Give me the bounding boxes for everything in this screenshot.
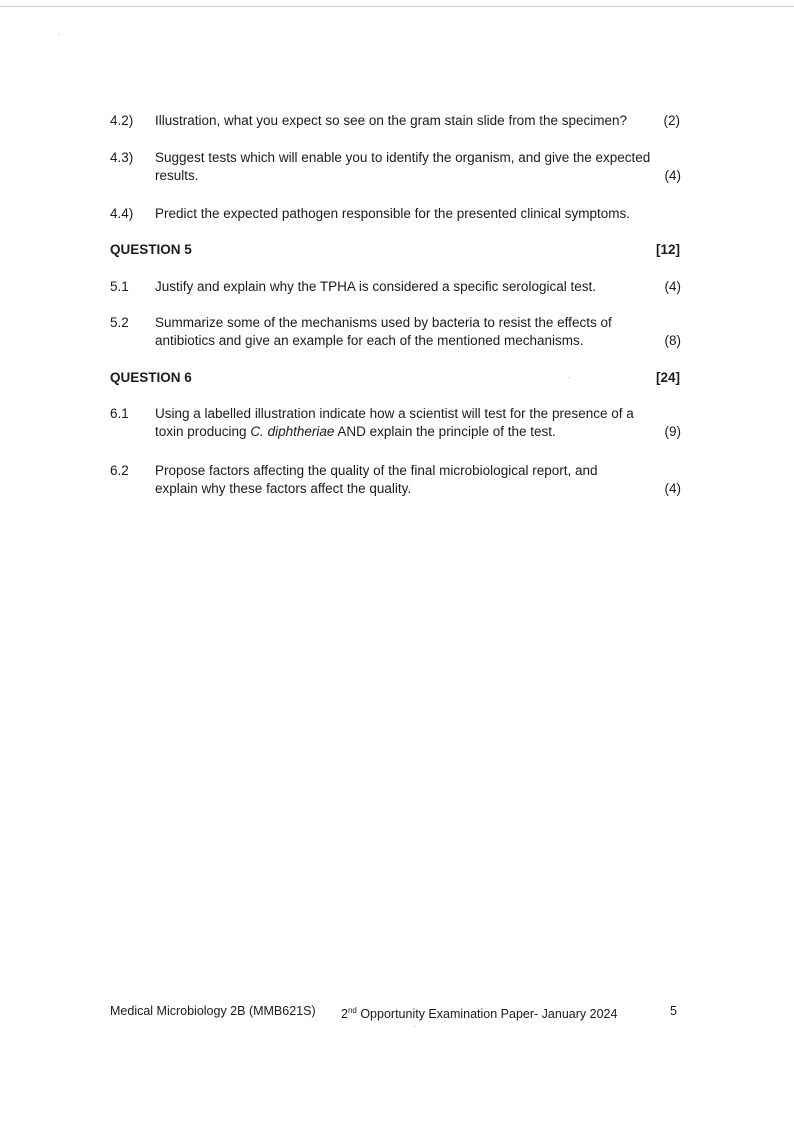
item-text: Justify and explain why the TPHA is considered a specific serological test. — [155, 279, 596, 294]
question-5-heading — [110, 241, 680, 259]
item-text: Predict the expected pathogen responsible for the presented clinical symptoms. — [155, 206, 631, 221]
item-marks: (4) — [664, 168, 681, 183]
footer-exam-ordinal-suffix: nd — [347, 1006, 357, 1015]
footer-exam-ordinal: 2 — [341, 1007, 348, 1021]
question-4-4 — [110, 205, 676, 223]
item-number: 6.2 — [110, 463, 129, 478]
footer-exam-text: Opportunity Examination Paper- January 2024 — [356, 1007, 618, 1021]
item-marks: (4) — [664, 279, 681, 294]
page-number: 5 — [670, 1004, 677, 1018]
footer-exam-title — [341, 1003, 617, 1022]
question-5-2 — [110, 314, 681, 350]
item-text — [155, 405, 660, 441]
item-text: Illustration, what you expect so see on the gram stain slide from the specimen? — [155, 113, 627, 128]
question-4-2 — [110, 112, 680, 130]
item-marks: (8) — [664, 333, 681, 348]
item-number: 4.2) — [110, 113, 134, 128]
top-rule — [0, 6, 794, 7]
item-marks: (2) — [663, 113, 680, 128]
item-number: 5.2 — [110, 315, 129, 330]
item-marks: (9) — [664, 424, 681, 439]
organism-name: C. diphtheriae — [250, 424, 335, 439]
item-text-end: AND explain the principle of the test. — [334, 424, 556, 439]
item-text: Propose factors affecting the quality of the final microbiological report, and explain why these factors affect the quality. — [155, 463, 598, 496]
question-title: QUESTION 5 — [110, 242, 192, 257]
item-marks: (4) — [664, 481, 681, 496]
question-title: QUESTION 6 — [110, 370, 192, 385]
scan-speck — [58, 34, 60, 35]
scan-speck — [414, 1026, 416, 1027]
question-6-2 — [110, 462, 681, 498]
question-total: [24] — [655, 370, 680, 385]
item-text: Summarize some of the mechanisms used by bacteria to resist the effects of antibiotics and give an example for each of the mentioned mechanisms. — [155, 315, 612, 348]
question-6-heading — [110, 369, 680, 387]
item-number: 5.1 — [110, 279, 129, 294]
question-total: [12] — [655, 242, 680, 257]
question-6-1 — [110, 405, 681, 441]
item-number: 4.3) — [110, 150, 134, 165]
question-5-1 — [110, 278, 681, 296]
question-4-3 — [110, 149, 681, 185]
footer-course: Medical Microbiology 2B (MMB621S) — [110, 1004, 316, 1018]
item-text-start: Using a labelled illustration indicate how a scientist will test for the presence of a toxin producing — [155, 406, 634, 439]
item-number: 4.4) — [110, 206, 134, 221]
item-number: 6.1 — [110, 406, 129, 421]
item-text: Suggest tests which will enable you to identify the organism, and give the expected results. — [155, 150, 651, 183]
scan-speck — [568, 377, 570, 378]
